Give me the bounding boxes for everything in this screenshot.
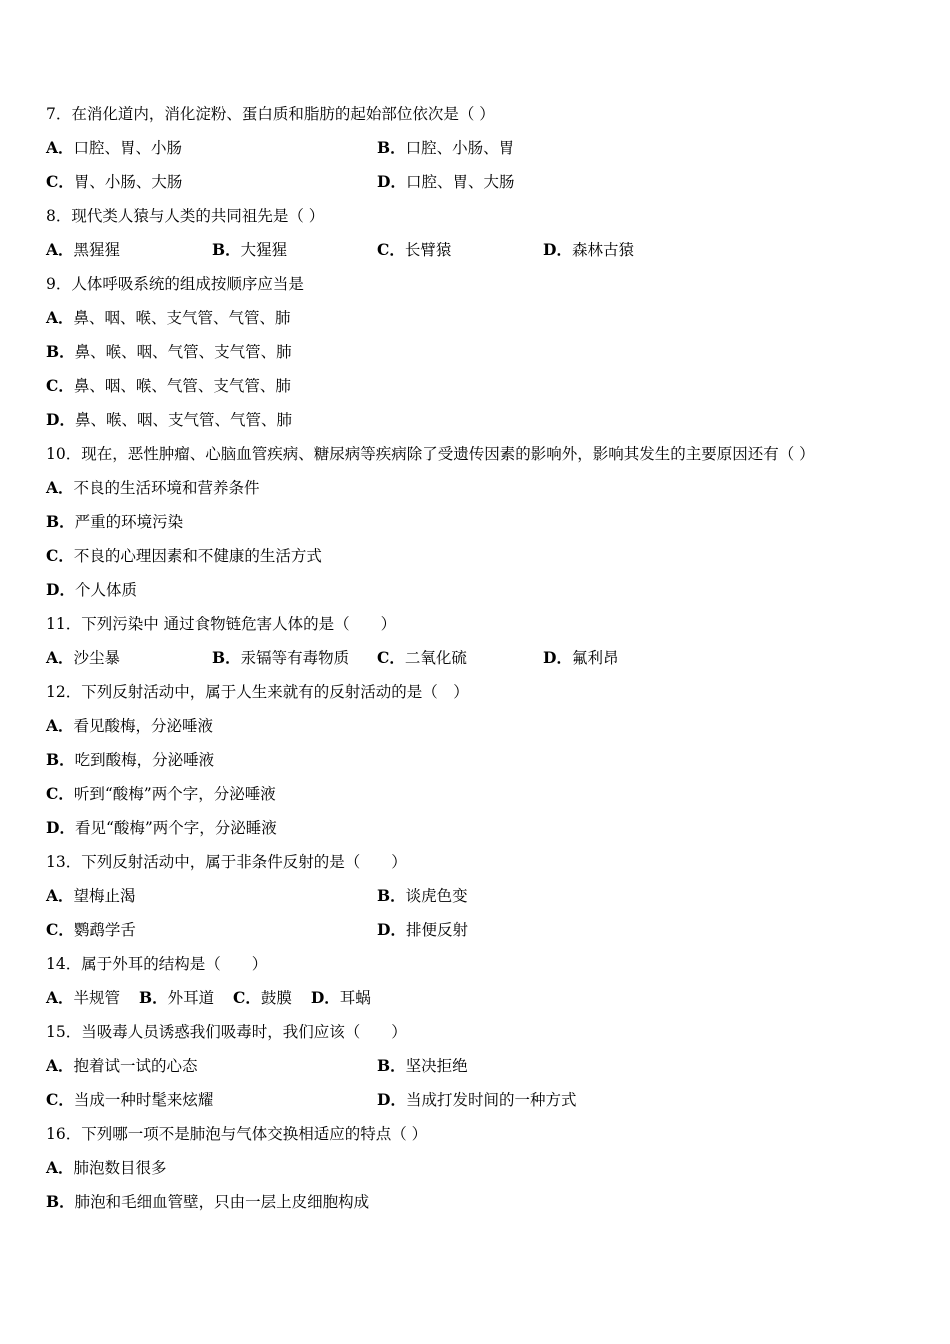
option-c: C．鼻、咽、喉、气管、支气管、肺 (46, 376, 291, 395)
option-b: B．严重的环境污染 (46, 512, 184, 531)
option-c: C．鹦鹉学舌 (46, 920, 136, 939)
option-c: C．当成一种时髦来炫耀 (46, 1090, 214, 1109)
question-stem: 15．当吸毒人员诱惑我们吸毒时，我们应该（ ） (46, 1023, 407, 1041)
question-stem: 14．属于外耳的结构是（ ） (46, 955, 268, 973)
option-a: A．看见酸梅，分泌唾液 (46, 716, 214, 735)
option-b: B．外耳道 (138, 988, 215, 1007)
option-b: B．鼻、喉、咽、气管、支气管、肺 (46, 342, 292, 361)
question-stem: 9．人体呼吸系统的组成按顺序应当是 (46, 275, 304, 293)
option-row (46, 165, 916, 199)
option-row (46, 1049, 916, 1083)
option-a: A．半规管 (46, 988, 121, 1007)
option-b: B．汞镉等有毒物质 (212, 648, 350, 667)
question-stem: 13．下列反射活动中，属于非条件反射的是（ ） (46, 853, 407, 871)
option-c: C．听到“酸梅”两个字，分泌唾液 (46, 784, 276, 803)
question-stem: 7．在消化道内，消化淀粉、蛋白质和脂肪的起始部位依次是（ ） (46, 105, 495, 123)
option-d: D．当成打发时间的一种方式 (377, 1090, 577, 1109)
option-d: D．排便反射 (377, 920, 468, 939)
option-a: A．口腔、胃、小肠 (46, 138, 183, 157)
option-b: B．谈虎色变 (377, 886, 468, 905)
option-c: C．胃、小肠、大肠 (46, 172, 183, 191)
option-c: C．二氧化硫 (377, 648, 467, 667)
option-a: A．望梅止渴 (46, 886, 136, 905)
option-b: B．吃到酸梅，分泌唾液 (46, 750, 215, 769)
option-row (46, 879, 916, 913)
option-row (46, 1083, 916, 1117)
option-a: A．肺泡数目很多 (46, 1158, 167, 1177)
option-row (46, 981, 916, 1015)
option-c: C．长臂猿 (377, 240, 452, 259)
option-b: B．大猩猩 (212, 240, 288, 259)
option-d: D．氟利昂 (543, 648, 619, 667)
question-stem: 16．下列哪一项不是肺泡与气体交换相适应的特点（ ） (46, 1125, 428, 1143)
option-a: A．沙尘暴 (46, 648, 121, 667)
option-row (46, 233, 916, 267)
option-c: C．鼓膜 (233, 988, 292, 1007)
option-a: A．鼻、咽、喉、支气管、气管、肺 (46, 308, 291, 327)
question-stem: 11．下列污染中 通过食物链危害人体的是（ ） (46, 615, 397, 633)
option-b: B．肺泡和毛细血管壁，只由一层上皮细胞构成 (46, 1192, 370, 1211)
question-list (46, 97, 916, 1219)
option-a: A．黑猩猩 (46, 240, 121, 259)
question-stem: 10．现在，恶性肿瘤、心脑血管疾病、糖尿病等疾病除了受遗传因素的影响外，影响其发生的主要原因还有（ ） (46, 445, 815, 463)
option-d: D．森林古猿 (543, 240, 634, 259)
option-b: B．坚决拒绝 (377, 1056, 468, 1075)
option-c: C．不良的心理因素和不健康的生活方式 (46, 546, 322, 565)
option-d: D．个人体质 (46, 580, 137, 599)
question-stem: 12．下列反射活动中，属于人生来就有的反射活动的是（ ） (46, 683, 469, 701)
option-d: D．口腔、胃、大肠 (377, 172, 515, 191)
option-d: D．耳蜗 (310, 988, 371, 1007)
option-b: B．口腔、小肠、胃 (377, 138, 515, 157)
option-a: A．抱着试一试的心态 (46, 1056, 198, 1075)
option-row (46, 131, 916, 165)
question-stem: 8．现代类人猿与人类的共同祖先是（ ） (46, 207, 325, 225)
option-a: A．不良的生活环境和营养条件 (46, 478, 260, 497)
option-row (46, 641, 916, 675)
option-d: D．鼻、喉、咽、支气管、气管、肺 (46, 410, 292, 429)
option-row (46, 913, 916, 947)
option-d: D．看见“酸梅”两个字，分泌睡液 (46, 818, 277, 837)
